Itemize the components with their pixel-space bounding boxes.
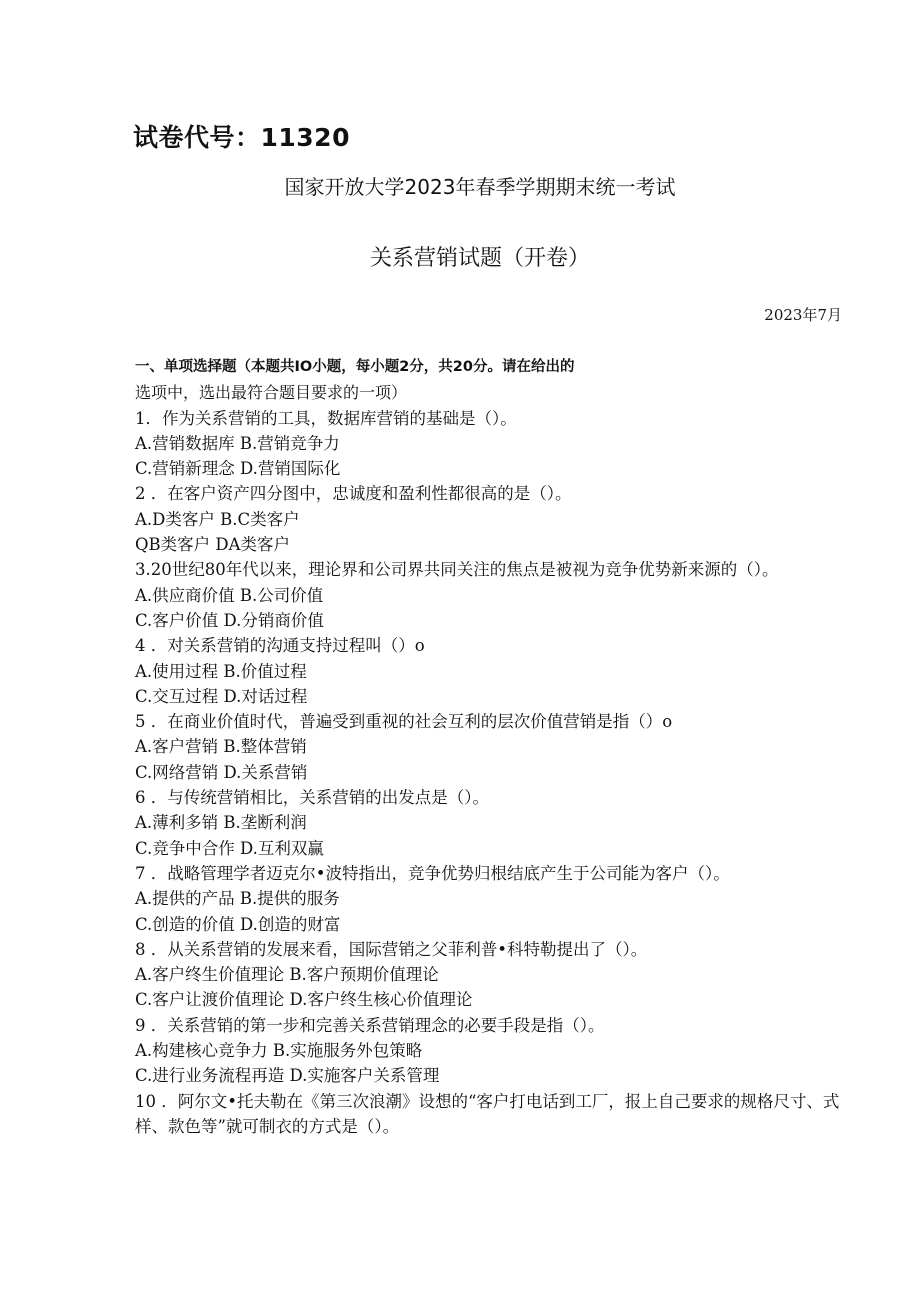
option-line: QB类客户 DA类客户	[135, 535, 291, 555]
exam-title: 国家开放大学2023年春季学期期末统一考试	[284, 175, 676, 199]
question-line: 2 ．在客户资产四分图中，忠诚度和盈利性都很高的是（）。	[135, 484, 572, 504]
option-line: A.提供的产品 B.提供的服务	[135, 889, 340, 909]
option-line: C.进行业务流程再造 D.实施客户关系管理	[135, 1066, 440, 1086]
option-line: A.供应商价值 B.公司价值	[135, 585, 324, 605]
option-line: A.营销数据库 B.营销竞争力	[135, 433, 340, 453]
option-line: C.客户价值 D.分销商价值	[135, 610, 324, 630]
section-heading-cont: 选项中，选出最符合题目要求的一项）	[135, 383, 408, 403]
question-line: 9 ．关系营销的第一步和完善关系营销理念的必要手段是指（）。	[135, 1015, 605, 1035]
option-line: A.D类客户 B.C类客户	[135, 509, 300, 529]
question-line: 3.20世纪80年代以来，理论界和公司界共同关注的焦点是被视为竞争优势新来源的（）。	[135, 560, 779, 580]
question-line: 6 ．与传统营销相比，关系营销的出发点是（）。	[135, 788, 489, 808]
option-line: A.薄利多销 B.垄断利润	[135, 813, 307, 833]
option-line: A.使用过程 B.价值过程	[135, 661, 307, 681]
exam-date: 2023年7月	[764, 306, 842, 324]
option-line: C.网络营销 D.关系营销	[135, 762, 308, 782]
option-line: C.创造的价值 D.创造的财富	[135, 914, 341, 934]
question-line: 8 ．从关系营销的发展来看，国际营销之父菲利普•科特勒提出了（）。	[135, 939, 648, 959]
question-line: 5 ．在商业价值时代，普遍受到重视的社会互利的层次价值营销是指（）o	[135, 712, 673, 732]
option-line: C.营销新理念 D.营销国际化	[135, 459, 341, 479]
option-line: A.客户终生价值理论 B.客户预期价值理论	[135, 965, 439, 985]
question-body	[135, 355, 845, 1139]
question-line: 1．作为关系营销的工具，数据库营销的基础是（）。	[135, 408, 517, 428]
section-heading: 一、单项选择题（本题共IO小题，每小题2分，共20分。请在给出的	[135, 359, 575, 375]
option-line: C.交互过程 D.对话过程	[135, 686, 308, 706]
question-line: 10 ．阿尔文•托夫勒在《第三次浪潮》设想的“客户打电话到工厂，报上自己要求的规格尺寸、式样、款色等”就可制衣的方式是（）。	[135, 1091, 840, 1136]
option-line: A.客户营销 B.整体营销	[135, 737, 307, 757]
question-line: 7 ．战略管理学者迈克尔•波特指出，竞争优势归根结底产生于公司能为客户（）。	[135, 863, 730, 883]
option-line: C.竞争中合作 D.互利双赢	[135, 838, 324, 858]
subject-title: 关系营销试题（开卷）	[369, 246, 590, 271]
question-line: 4 ．对关系营销的沟通支持过程叫（）o	[135, 636, 425, 656]
option-line: A.构建核心竞争力 B.实施服务外包策略	[135, 1041, 423, 1061]
option-line: C.客户让渡价值理论 D.客户终生核心价值理论	[135, 990, 473, 1010]
paper-code: 试卷代号：11320	[133, 123, 350, 152]
